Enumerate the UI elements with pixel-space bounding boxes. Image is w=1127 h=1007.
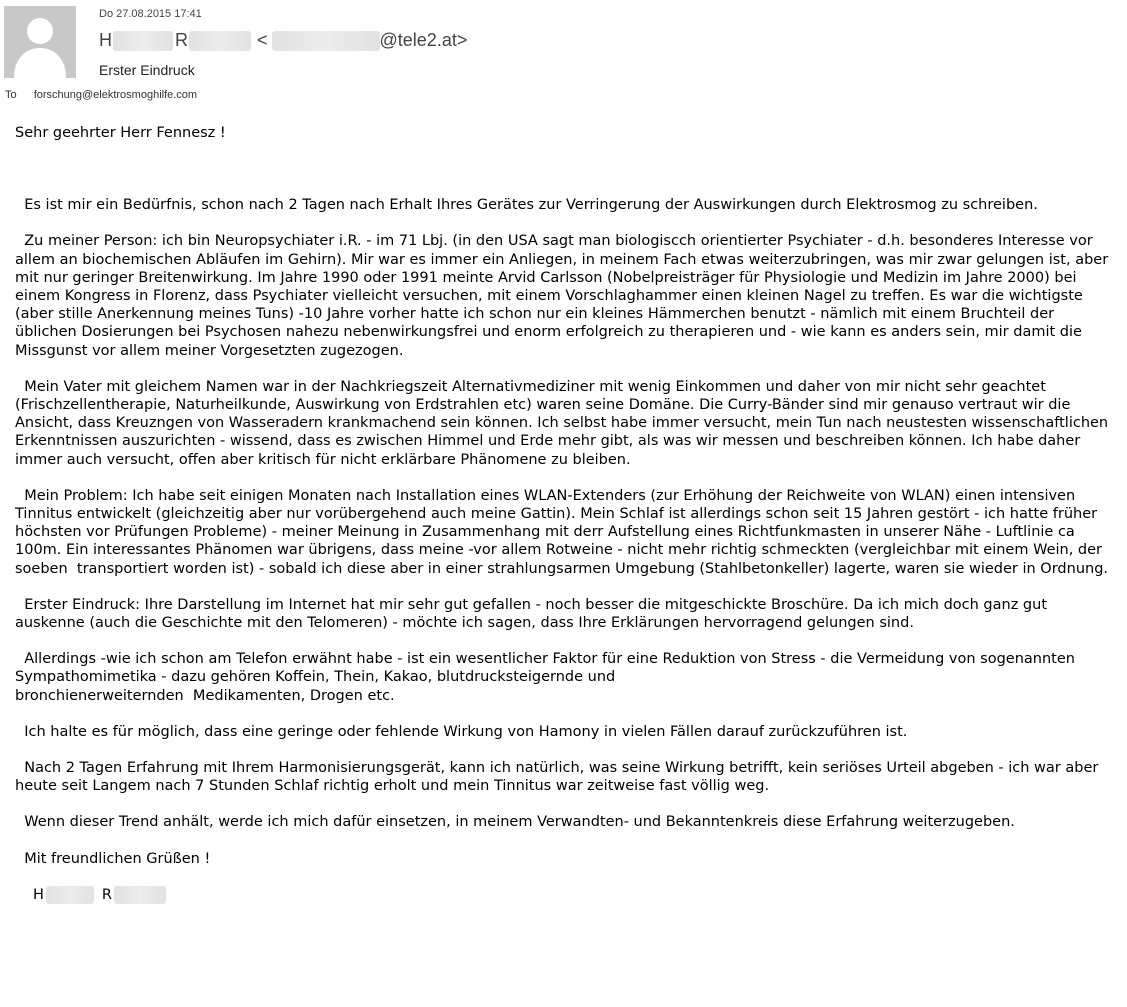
body-paragraph: Mein Problem: Ich habe seit einigen Monaten nach Installation eines WLAN-Extenders (zur Erhöhung der Reichweite von WLAN) einen intensiven Tinnitus entwickelt (gleichzeitig aber nur vorübergehend auch meine Gattin). Mein Schlaf ist allerdings schon seit 15 Jahren gestört - ich hatte früher höchsten vor Prüfungen Probleme) - meiner Meinung in Zusammenhang mit derr Aufstellung eines Richtfunkmasten in unserer Nähe - Luftlinie ca 100m. Ein interessantes Phänomen war übrigens, dass meine -vor allem Rotweine - nicht mehr richtig schmeckten (vergleichbar mit einem Wein, der soeben transportiert worden ist) - sobald ich diese aber in einer strahlungsarmen Umgebung (Stahlbetonkeller) lagerte, waren sie wieder in Ordnung.	[15, 487, 1109, 577]
body-paragraph: Es ist mir ein Bedürfnis, schon nach 2 Tagen nach Erhalt Ihres Gerätes zur Verringerung der Auswirkungen durch Elektrosmog zu schreiben.	[15, 197, 1038, 214]
message-body	[15, 124, 1120, 904]
body-paragraph: Zu meiner Person: ich bin Neuropsychiater i.R. - im 71 Lbj. (in den USA sagt man biologiscch orientierter Psychiater - d.h. besonderes Interesse vor allem an biochemischen Abläufen im Gehirn). Mir war es immer ein Anliegen, in meinem Fach etwas weiterzubringen, was mir zwar gelungen ist, aber mit nur geringer Breitenwirkung. Im Jahre 1990 oder 1991 meinte Arvid Carlsson (Nobelpreisträger für Physiologie und Medizin im Jahre 2000) bei einem Kongress in Florenz, dass Psychiater vielleicht versuchen, mit einem Vorschlaghammer einen kleinen Nagel zu treffen. Es war die wichtigste (aber stille Anerkennung meines Tuns) -10 Jahre vorher hatte ich schon nur ein kleines Hämmerchen benutzt - nämlich mit einem Bruchteil der üblichen Dosierungen bei Psychosen nahezu nebenwirkungsfrei und enorm erfolgreich zu therapieren und - wie kann es anders sein, mir damit die Missgunst vor allem meiner Vorgesetzten zugezogen.	[15, 233, 1113, 359]
message-header	[0, 0, 1127, 110]
sender-name-initial-first: H	[99, 30, 112, 50]
signature-initial-last: R	[101, 886, 112, 903]
body-paragraph: Wenn dieser Trend anhält, werde ich mich dafür einsetzen, in meinem Verwandten- und Bekanntenkreis diese Erfahrung weiterzugeben.	[15, 814, 1015, 831]
sender-address-domain: @tele2.at>	[379, 30, 468, 50]
sent-date: Do 27.08.2015 17:41	[99, 8, 202, 20]
recipient-line	[5, 89, 197, 101]
sender-address-open: <	[257, 30, 268, 50]
sender-line[interactable]	[99, 30, 467, 51]
closing: Mit freundlichen Grüßen !	[15, 850, 211, 867]
recipient-address[interactable]: forschung@elektrosmoghilfe.com	[33, 89, 198, 101]
redacted-email-block	[272, 31, 380, 51]
person-silhouette-icon	[4, 6, 76, 78]
sender-name-initial-last: R	[175, 30, 188, 50]
signature	[15, 886, 1120, 904]
body-paragraph: Allerdings -wie ich schon am Telefon erwähnt habe - ist ein wesentlicher Faktor für eine Reduktion von Stress - die Vermeidung von sogenannten Sympathomimetika - dazu gehören Koffein, Thein, Kakao, blutdrucksteigernde und bronchienerweiternden Medikamenten, Drogen etc.	[15, 651, 1075, 704]
redacted-name-block	[46, 886, 94, 904]
body-paragraph: Mein Vater mit gleichem Namen war in der Nachkriegszeit Alternativmediziner mit wenig Einkommen und daher von mir nicht sehr geachtet (Frischzellentherapie, Naturheilkunde, Auswirkung von Erdstrahlen etc) waren seine Domäne. Die Curry-Bänder sind mir genauso vertraut wir die Ansicht, dass Kreuzngen von Wasseradern krankmachend sein können. Ich selbst habe immer versucht, mein Tun nach neustesten wissenschaftlichen Erkenntnissen auszurichten - wissend, dass es zwischen Himmel und Erde mehr gibt, als was wir messen und beschreiben können. Ich habe daher immer auch versucht, offen aber kritisch für nicht erklärbare Phänomene zu bleiben.	[15, 378, 1113, 468]
redacted-name-block	[189, 31, 251, 51]
body-paragraph: Erster Eindruck: Ihre Darstellung im Internet hat mir sehr gut gefallen - noch besser die mitgeschickte Broschüre. Da ich mich doch ganz gut auskenne (auch die Geschichte mit den Telomeren) - möchte ich sagen, dass Ihre Erklärungen hervorragend gelungen sind.	[15, 596, 1052, 632]
to-label: To	[5, 89, 17, 101]
signature-initial-first: H	[33, 886, 44, 903]
body-paragraph: Ich halte es für möglich, dass eine geringe oder fehlende Wirkung von Hamony in vielen Fällen darauf zurückzuführen ist.	[15, 723, 908, 740]
body-paragraph: Nach 2 Tagen Erfahrung mit Ihrem Harmonisierungsgerät, kann ich natürlich, was seine Wirkung betrifft, kein seriöses Urteil abgeben - ich war aber heute seit Langem nach 7 Stunden Schlaf richtig erholt und mein Tinnitus war zeitweise fast völlig weg.	[15, 760, 1103, 795]
redacted-name-block	[114, 886, 166, 904]
message-subject: Erster Eindruck	[99, 62, 195, 78]
sender-avatar	[4, 6, 76, 78]
salutation: Sehr geehrter Herr Fennesz !	[15, 125, 226, 141]
redacted-name-block	[113, 31, 173, 51]
